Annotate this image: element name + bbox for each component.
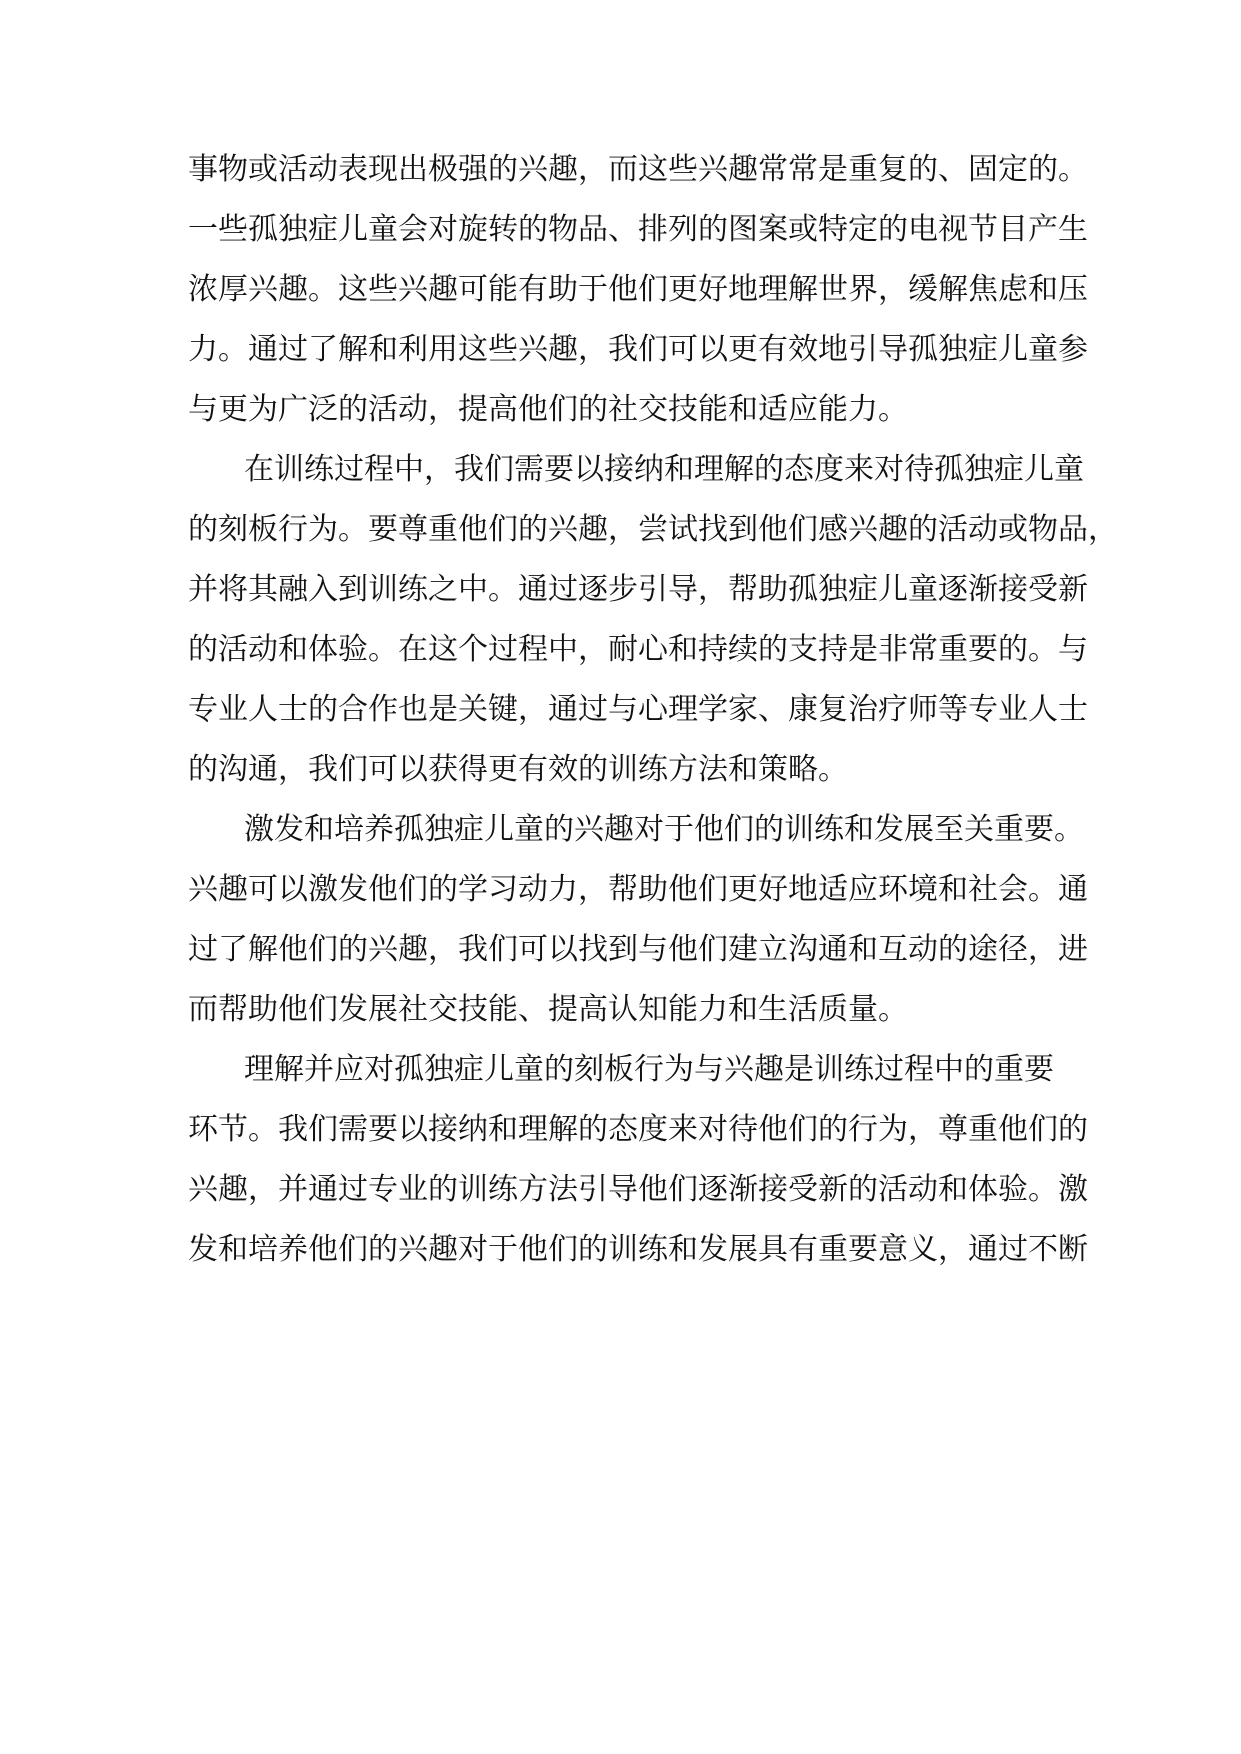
text-line: 并将其融入到训练之中。通过逐步引导，帮助孤独症儿童逐渐接受新 bbox=[188, 572, 1088, 607]
text-line: 与更为广泛的活动，提高他们的社交技能和适应能力。 bbox=[188, 392, 908, 427]
paragraph-first-line: 激发和培养孤独症儿童的兴趣对于他们的训练和发展至关重要。 bbox=[244, 812, 1084, 847]
text-line: 一些孤独症儿童会对旋转的物品、排列的图案或特定的电视节目产生 bbox=[188, 212, 1088, 247]
text-line: 事物或活动表现出极强的兴趣，而这些兴趣常常是重复的、固定的。 bbox=[188, 152, 1088, 187]
text-line: 兴趣可以激发他们的学习动力，帮助他们更好地适应环境和社会。通 bbox=[188, 872, 1088, 907]
paragraph-first-line: 在训练过程中，我们需要以接纳和理解的态度来对待孤独症儿童 bbox=[244, 452, 1084, 487]
text-line: 的沟通，我们可以获得更有效的训练方法和策略。 bbox=[188, 752, 848, 787]
text-line: 兴趣，并通过专业的训练方法引导他们逐渐接受新的活动和体验。激 bbox=[188, 1172, 1088, 1207]
text-line: 的活动和体验。在这个过程中，耐心和持续的支持是非常重要的。与 bbox=[188, 632, 1088, 667]
text-line: 而帮助他们发展社交技能、提高认知能力和生活质量。 bbox=[188, 992, 908, 1027]
text-line: 力。通过了解和利用这些兴趣，我们可以更有效地引导孤独症儿童参 bbox=[188, 332, 1088, 367]
text-line: 的刻板行为。要尊重他们的兴趣，尝试找到他们感兴趣的活动或物品， bbox=[188, 512, 1118, 547]
text-line: 专业人士的合作也是关键，通过与心理学家、康复治疗师等专业人士 bbox=[188, 692, 1088, 727]
text-line: 浓厚兴趣。这些兴趣可能有助于他们更好地理解世界，缓解焦虑和压 bbox=[188, 272, 1088, 307]
text-line: 过了解他们的兴趣，我们可以找到与他们建立沟通和互动的途径，进 bbox=[188, 932, 1088, 967]
paragraph-first-line: 理解并应对孤独症儿童的刻板行为与兴趣是训练过程中的重要 bbox=[244, 1052, 1054, 1087]
document-body bbox=[188, 140, 1118, 1280]
text-line: 环节。我们需要以接纳和理解的态度来对待他们的行为，尊重他们的 bbox=[188, 1112, 1088, 1147]
text-line: 发和培养他们的兴趣对于他们的训练和发展具有重要意义，通过不断 bbox=[188, 1232, 1088, 1267]
